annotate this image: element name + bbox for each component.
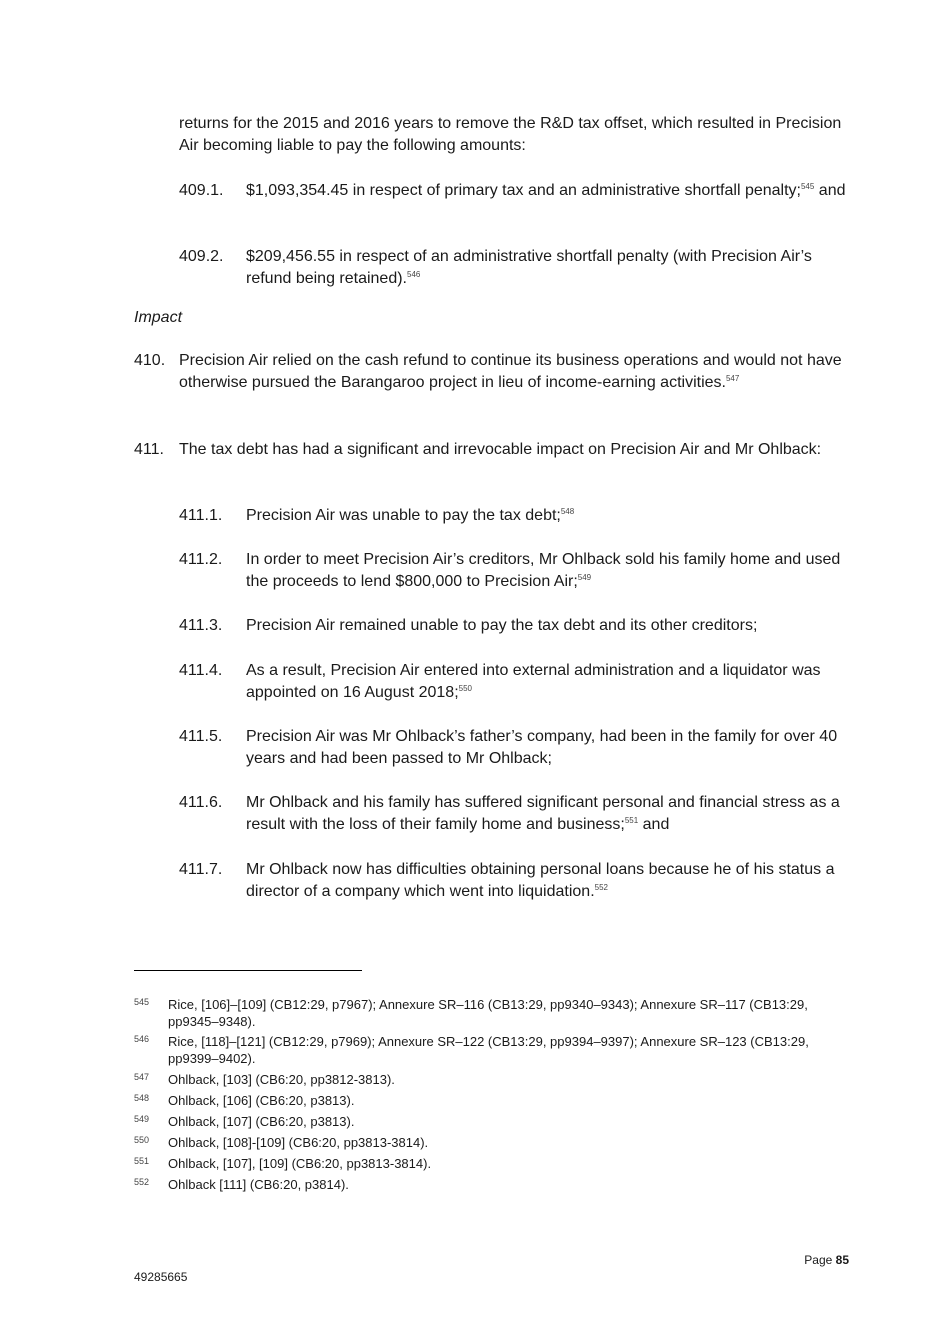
- footnote-ref[interactable]: 549: [577, 573, 592, 582]
- paragraph-text: The tax debt has had a significant and irrevocable impact on Precision Air and Mr Ohlback:: [179, 441, 822, 458]
- subparagraph-text: Precision Air remained unable to pay the tax debt and its other creditors;: [246, 617, 758, 634]
- subparagraph-number: 411.2.: [179, 551, 223, 568]
- subparagraph-number: 409.2.: [179, 248, 224, 265]
- subparagraph-411-7: [179, 859, 859, 903]
- page-number-value: 85: [835, 1253, 849, 1267]
- footnote-ref[interactable]: 552: [594, 883, 608, 892]
- footnote-separator: [134, 970, 362, 971]
- footnote-number: 547: [134, 1072, 150, 1082]
- footnote-number: 552: [134, 1177, 150, 1187]
- subparagraph-text: In order to meet Precision Air’s creditors, Mr Ohlback sold his family home and used the proceeds to lend $800,000 to Precision Air;: [246, 551, 841, 590]
- subparagraph-409-1: [179, 180, 859, 202]
- subparagraph-number: 409.1.: [179, 182, 224, 199]
- footnote-text: Ohlback, [107], [109] (CB6:20, pp3813-3814).: [168, 1156, 432, 1171]
- footnote-number: 545: [134, 997, 150, 1007]
- footnote-ref[interactable]: 550: [458, 684, 472, 693]
- footnote-number: 550: [134, 1135, 150, 1145]
- footnote-551: [134, 1155, 859, 1172]
- subparagraph-411-3: [179, 615, 859, 637]
- footnote-ref[interactable]: 547: [725, 374, 740, 383]
- subparagraph-411-4: [179, 660, 859, 704]
- subparagraph-411-2: [179, 549, 859, 593]
- footnote-545: [134, 996, 859, 1030]
- subparagraph-text: As a result, Precision Air entered into external administration and a liquidator was appointed on 16 August 2018;: [246, 662, 821, 701]
- page-number: [804, 1253, 849, 1267]
- subparagraph-text: $209,456.55 in respect of an administrative shortfall penalty (with Precision Air’s refund being retained).: [246, 248, 812, 287]
- subparagraph-number: 411.1.: [179, 507, 223, 524]
- subparagraph-text: $1,093,354.45 in respect of primary tax and an administrative shortfall penalty;: [246, 182, 801, 199]
- subparagraph-text: Precision Air was unable to pay the tax debt;: [246, 507, 561, 524]
- subparagraph-suffix: and: [638, 816, 670, 833]
- footnote-text: Ohlback, [107] (CB6:20, p3813).: [168, 1114, 355, 1129]
- footnote-547: [134, 1071, 859, 1088]
- subparagraph-411-5: [179, 726, 859, 770]
- footnote-text: Ohlback, [103] (CB6:20, pp3812-3813).: [168, 1072, 395, 1087]
- footnote-ref[interactable]: 548: [560, 507, 575, 516]
- footnote-text: Ohlback [111] (CB6:20, p3814).: [168, 1177, 349, 1192]
- footnote-549: [134, 1113, 859, 1130]
- footnote-550: [134, 1134, 859, 1151]
- footnote-number: 548: [134, 1093, 150, 1103]
- footnote-number: 551: [134, 1156, 150, 1166]
- footnote-ref[interactable]: 551: [624, 816, 639, 825]
- paragraph-number: 411.: [134, 441, 164, 458]
- paragraph-text: Precision Air relied on the cash refund to continue its business operations and would not have otherwise pursued the Barangaroo project in lieu of income-earning activities.: [179, 352, 842, 391]
- subparagraph-text: Mr Ohlback and his family has suffered significant personal and financial stress as a result with the loss of their family home and business;: [246, 794, 840, 833]
- subparagraph-number: 411.5.: [179, 728, 223, 745]
- subparagraph-409-2: [179, 246, 859, 290]
- footnote-text: Rice, [118]–[121] (CB12:29, p7969); Annexure SR–122 (CB13:29, pp9394–9397); Annexure SR–123 (CB13:29, pp9399–9402).: [168, 1034, 809, 1066]
- subparagraph-number: 411.7.: [179, 861, 223, 878]
- subparagraph-text: Precision Air was Mr Ohlback’s father’s company, had been in the family for over 40 years and had been passed to Mr Ohlback;: [246, 728, 838, 767]
- continuation-text: returns for the 2015 and 2016 years to remove the R&D tax offset, which resulted in Precision Air becoming liable to pay the following amounts:: [179, 115, 842, 154]
- document-id: 49285665: [134, 1270, 188, 1284]
- subparagraph-411-6: [179, 792, 859, 836]
- footnote-text: Ohlback, [108]-[109] (CB6:20, pp3813-3814).: [168, 1135, 429, 1150]
- footnote-546: [134, 1033, 859, 1067]
- section-heading: Impact: [134, 309, 183, 326]
- continuation-paragraph: [179, 113, 859, 157]
- subparagraph-number: 411.6.: [179, 794, 223, 811]
- footnote-552: [134, 1176, 859, 1193]
- subparagraph-text: Mr Ohlback now has difficulties obtaining personal loans because he of his status a director of a company which went into liquidation.: [246, 861, 835, 900]
- paragraph-number: 410.: [134, 352, 166, 369]
- footnote-text: Ohlback, [106] (CB6:20, p3813).: [168, 1093, 355, 1108]
- footnote-text: Rice, [106]–[109] (CB12:29, p7967); Annexure SR–116 (CB13:29, pp9340–9343); Annexure SR–117 (CB13:29, pp9345–9348).: [168, 997, 808, 1029]
- footnote-number: 546: [134, 1034, 150, 1044]
- footnote-number: 549: [134, 1114, 150, 1124]
- subparagraph-number: 411.4.: [179, 662, 223, 679]
- footnote-548: [134, 1092, 859, 1109]
- paragraph-410: [134, 350, 859, 394]
- footnote-ref[interactable]: 546: [407, 270, 421, 279]
- subparagraph-number: 411.3.: [179, 617, 223, 634]
- subparagraph-411-1: [179, 505, 859, 527]
- subparagraph-suffix: and: [814, 182, 846, 199]
- paragraph-411: [134, 439, 859, 461]
- footnote-ref[interactable]: 545: [800, 182, 815, 191]
- page-label: Page: [804, 1253, 836, 1267]
